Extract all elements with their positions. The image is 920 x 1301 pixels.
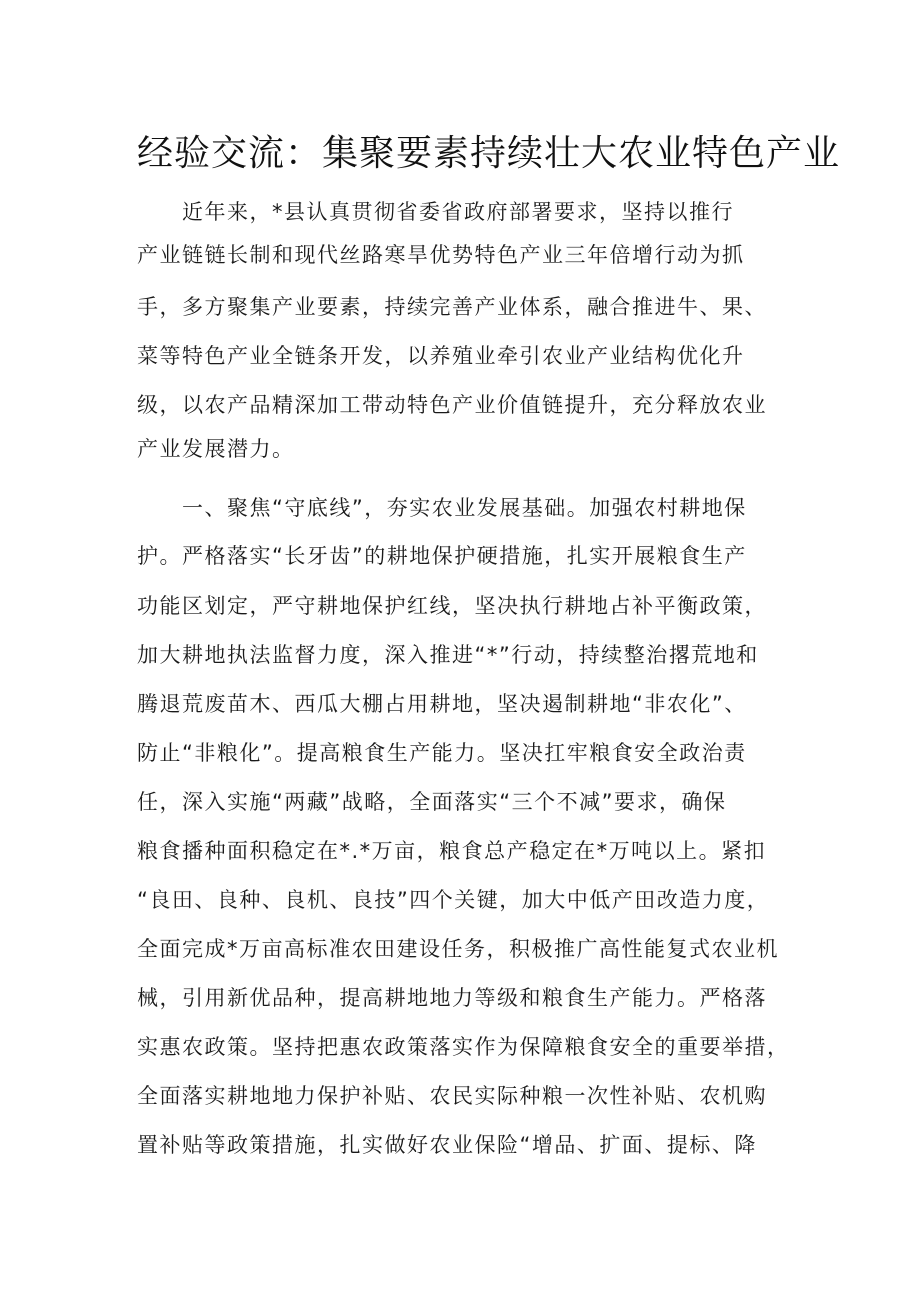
body-line: 功能区划定，严守耕地保护红线，坚决执行耕地占补平衡政策， <box>137 594 767 618</box>
body-line: 置补贴等政策措施，扎实做好农业保险“增品、扩面、提标、降 <box>137 1133 757 1157</box>
body-line: 一、聚焦“守底线”，夯实农业发展基础。加强农村耕地保 <box>137 496 747 520</box>
body-line: 近年来，*县认真贯彻省委省政府部署要求，坚持以推行 <box>137 200 734 224</box>
body-line: 腾退荒废苗木、西瓜大棚占用耕地，坚决遏制耕地“非农化”、 <box>137 692 747 716</box>
body-line: “良田、良种、良机、良技”四个关键，加大中低产田改造力度， <box>137 888 770 912</box>
body-line: 全面完成*万亩高标准农田建设任务，积极推广高性能复式农业机 <box>137 937 779 961</box>
body-line: 防止“非粮化”。提高粮食生产能力。坚决扛牢粮食安全政治责 <box>137 741 747 765</box>
body-line: 手，多方聚集产业要素，持续完善产业体系，融合推进牛、果、 <box>137 295 767 319</box>
body-line: 菜等特色产业全链条开发，以养殖业牵引农业产业结构优化升 <box>137 344 745 368</box>
body-line: 任，深入实施“两藏”战略，全面落实“三个不减”要求，确保 <box>137 790 727 814</box>
body-line: 产业链链长制和现代丝路寒旱优势特色产业三年倍增行动为抓 <box>137 243 745 267</box>
body-line: 产业发展潜力。 <box>137 437 295 461</box>
body-line: 级，以农产品精深加工带动特色产业价值链提升，充分释放农业 <box>137 393 767 417</box>
body-line: 护。严格落实“长牙齿”的耕地保护硬措施，扎实开展粮食生产 <box>137 544 747 568</box>
body-line: 加大耕地执法监督力度，深入推进“*”行动，持续整治撂荒地和 <box>137 643 759 667</box>
document-title: 经验交流：集聚要素持续壮大农业特色产业 <box>137 133 841 174</box>
body-line: 械，引用新优品种，提高耕地地力等级和粮食生产能力。严格落 <box>137 986 767 1010</box>
body-line: 全面落实耕地地力保护补贴、农民实际种粮一次性补贴、农机购 <box>137 1084 767 1108</box>
body-line: 实惠农政策。坚持把惠农政策落实作为保障粮食安全的重要举措， <box>137 1035 790 1059</box>
body-line: 粮食播种面积稳定在*.*万亩，粮食总产稳定在*万吨以上。紧扣 <box>137 839 767 863</box>
